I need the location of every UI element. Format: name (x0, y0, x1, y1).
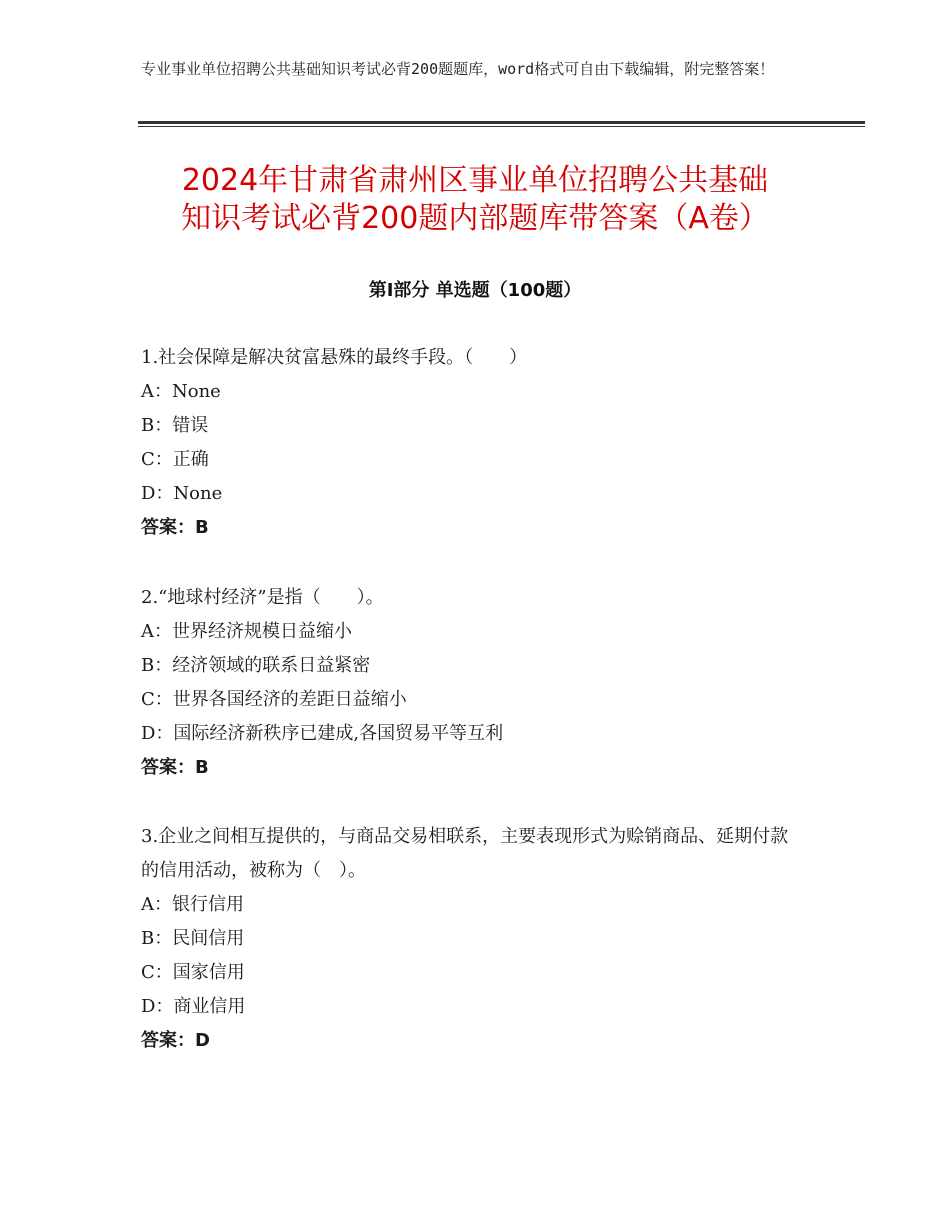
option-c: C：国家信用 (141, 962, 245, 983)
question-stem: 3.企业之间相互提供的，与商品交易相联系，主要表现形式为赊销商品、延期付款的信用活动，被称为（ ）。 (141, 826, 789, 881)
option-b: B：错误 (141, 415, 209, 436)
option-c: C：世界各国经济的差距日益缩小 (141, 689, 407, 710)
document-title-line-1: 2024年甘肃省肃州区事业单位招聘公共基础 (181, 163, 769, 198)
option-d: D：None (141, 483, 223, 504)
question-2 (141, 581, 801, 785)
option-b: B：民间信用 (141, 928, 245, 949)
option-b: B：经济领域的联系日益紧密 (141, 655, 371, 676)
document-title-line-2: 知识考试必背200题内部题库带答案（A卷） (181, 201, 769, 236)
header-divider-thick (138, 121, 865, 124)
option-c: C：正确 (141, 449, 209, 470)
answer: 答案：B (141, 517, 209, 538)
option-a: A：世界经济规模日益缩小 (141, 621, 352, 642)
option-a: A：银行信用 (141, 894, 244, 915)
question-stem: 1.社会保障是解决贫富悬殊的最终手段。（ ） (141, 347, 528, 368)
question-stem: 2.“地球村经济”是指（ ）。 (141, 587, 384, 608)
section-heading: 第Ⅰ部分 单选题（100题） (368, 280, 582, 301)
option-d: D：国际经济新秩序已建成,各国贸易平等互利 (141, 723, 504, 744)
answer: 答案：B (141, 757, 209, 778)
answer: 答案：D (141, 1030, 210, 1051)
question-3 (141, 820, 801, 1058)
option-d: D：商业信用 (141, 996, 246, 1017)
question-1 (141, 341, 801, 545)
option-a: A：None (141, 381, 221, 402)
header-note: 专业事业单位招聘公共基础知识考试必背200题题库，word格式可自由下载编辑，附完整答案！ (141, 60, 775, 78)
header-divider-thin (138, 126, 865, 127)
document-title (0, 162, 950, 238)
